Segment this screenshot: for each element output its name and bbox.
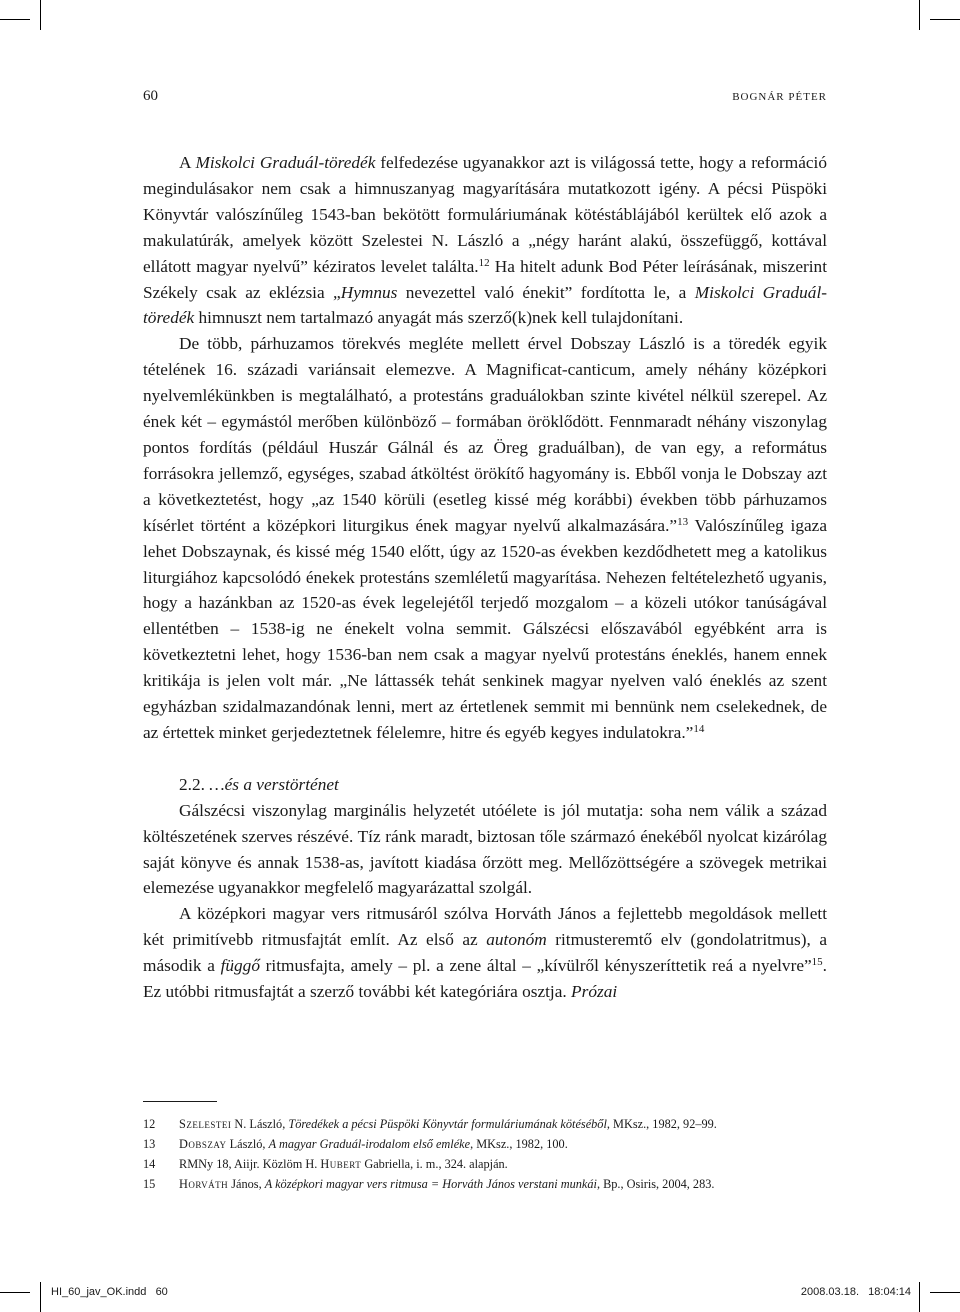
paragraph: A középkori magyar vers ritmusáról szólva Horváth János a fejlettebb megoldások mellett két primitívebb ritmusfajtát említ. Az első az autonóm ritmusteremtő elv (gondolatritmus), a második a függő ritmusfajta, amely – pl. a zene által – „kívülről kényszeríttetik reá a nyelvre”$^{15}$. Ez utóbbi ritmusfajtát a szerző további két kategóriára osztja. Prózai [143,904,827,1002]
crop-mark [919,0,920,30]
crop-mark [930,19,960,20]
crop-mark [919,1282,920,1312]
footnote-ref[interactable]: 14 [693,722,705,735]
crop-mark [40,1282,41,1312]
footnote: 15 Horváth János, A középkori magyar vers ritmusa = Horváth János verstani munkái, Bp., Osiris, 2004, 283. [143,1177,715,1191]
footnote: 13 Dobszay László, A magyar Graduál-irodalom első emléke, MKsz., 1982, 100. [143,1137,568,1151]
footnote-ref[interactable]: 12 [478,256,490,269]
page-number: 60 [143,88,158,104]
crop-mark [0,19,30,20]
slug-timestamp: 2008.03.18. 18:04:14 [800,1286,911,1298]
crop-mark [0,1292,30,1293]
crop-mark [40,0,41,30]
paragraph: De több, párhuzamos törekvés megléte mellett érvel Dobszay László is a töredék egyik tételének 16. századi variánsait elemezve. A Magnificat-canticum, amely néhány középkori nyelvemlékünkben is megtalálható, a protestáns graduálokban szinte kivétel nélkül szerepel. Az ének két – egymástól merőben különböző – formában öröklődött. Fennmaradt néhány viszonylag pontos fordítás (például Huszár Gálnál és az Öreg graduálban), de van egy, a református forrásokra jellemző, egységes, szabad átköltést örökítő hagyomány is. Ebből vonja le Dobszay azt a következtetést, hogy „az 1540 körüli (esetleg kissé még korábbi) években több párhuzamos kísérlet történt a középkori liturgikus ének magyar nyelvű alkalmazására.”$^{13}$ Valószínűleg igaza lehet Dobszaynak, és kissé még 1540 előtt, úgy az 1520-as években kezdődhetett meg a katolikus liturgiához kapcsolódó énekek protestáns szemléletű magyarítása. Nehezen feltételezhető ugyanis, hogy a hazánkban az 1520-as évek legelejétől terjedő mozgalom – a közeli utókor tanúságával ellentétben – 1538-ig ne énekelt volna semmit. Gálszécsi előszavából egyébként arra is következtetni lehet, hogy 1536-ban nem csak a magyar nyelvű protestáns éneklés, hanem ennek kritikája is jelen volt már. „Ne láttassék tehát senkinek magyar nyelven való éneklés az szent egyházban szidalmazandónak lenni, mert az értetlenek semmit mi bennünk nem cselekednek, de az értettek minket gerjedeztetnek félelemre, hitre és egyéb kegyes indulatokra.”$^{14}$ [143,334,827,742]
slug-filename: HI_60_jav_OK.indd 60 [51,1286,168,1298]
footnotes [143,1114,827,1194]
crop-mark [930,1292,960,1293]
footnote-ref[interactable]: 13 [677,515,689,528]
footnote: 14 RMNy 18, Aiijr. Közlöm H. Hubert Gabriella, i. m., 324. alapján. [143,1157,508,1171]
running-head: BOGNÁR PÉTER [732,91,827,103]
section-heading: 2.2. …és a verstörténet [179,774,339,794]
paragraph: A Miskolci Graduál-töredék felfedezése ugyanakkor azt is világossá tette, hogy a reformáció megindulásakor nem csak a himnuszanyag magyarítására mutatkozott igény. A pécsi Püspöki Könyvtár valószínűleg 1543-ban bekötött formuláriumának kötéstáblájából kerültek elő azok a makulatúrák, amelyek között Szelestei N. László a „négy haránt alakú, összefüggő, kottával ellátott magyar nyelvű” kéziratos levelet találta.$^{12}$ Ha hitelt adunk Bod Péter leírásának, miszerint Székely csak az eklézsia „Hymnus nevezettel való énekit” fordította le, a Miskolci Graduál-töredék himnuszt nem tartalmazó anyagát más szerző(k)nek kell tulajdonítani. [143,153,828,328]
paragraph: Gálszécsi viszonylag marginális helyzetét utóélete is jól mutatja: soha nem válik a század költészetének szerves részévé. Tíz ránk maradt, biztosan tőle származó énekéből nyolcat kizárólag saját könyve és annak 1538-as, javított kiadása őrzött meg. Mellőzöttségére a szövegek metrikai elemezése ugyanakkor megfelelő magyarázattal szolgál. [143,800,827,898]
body-text [143,150,827,1005]
footnote-ref[interactable]: 15 [811,956,823,969]
footnote: 12 Szelestei N. László, Töredékek a pécsi Püspöki Könyvtár formuláriumának kötéséből, MKsz., 1982, 92–99. [143,1117,717,1131]
footnote-rule [143,1101,217,1102]
